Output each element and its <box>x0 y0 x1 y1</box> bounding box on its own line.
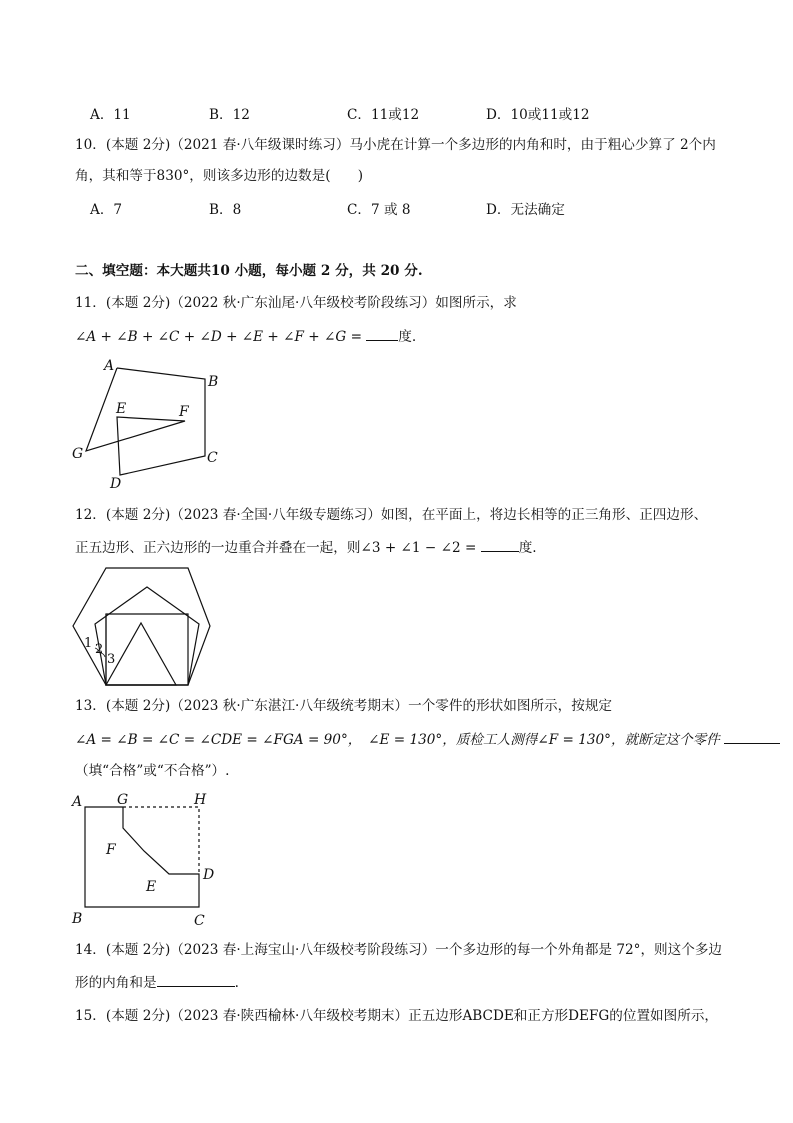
q11-label-a: A <box>104 358 115 374</box>
q10-option-a: A．7 <box>90 202 123 218</box>
q13-label-f: F <box>106 842 116 858</box>
q10-text-line2: 角，其和等于830°，则该多边形的边数是( ) <box>75 168 364 184</box>
q13-label-h: H <box>194 792 207 808</box>
q14-text-line1: 14．(本题 2分)（2023 春·上海宝山·八年级校考阶段练习）一个多边形的每一个外角都是 72°，则这个多边 <box>75 942 723 958</box>
q14-period: . <box>234 975 239 991</box>
q14-answer-blank[interactable] <box>157 972 235 987</box>
q12-expression: 正五边形、正六边形的一边重合并叠在一起，则∠3 + ∠1 − ∠2 = <box>75 540 477 556</box>
q13-label-c: C <box>194 913 205 929</box>
q13-figure <box>70 790 220 930</box>
q13-condition-text: ∠A = ∠B = ∠C = ∠CDE = ∠FGA = 90°， ∠E = 130°，质检工人测得∠F = 130°，就断定这个零件 <box>75 732 720 748</box>
q11-figure <box>70 355 230 490</box>
q9-option-c: C．11或12 <box>347 107 420 123</box>
q9-option-a: A．11 <box>90 107 131 123</box>
q14-text: 形的内角和是 <box>75 975 157 991</box>
q11-label-d: D <box>110 476 122 492</box>
q12-answer-blank[interactable] <box>481 537 519 552</box>
q12-text-line1: 12．(本题 2分)（2023 春·全国·八年级专题练习）如图，在平面上，将边长相等的正三角形、正四边形、 <box>75 507 708 523</box>
q9-options <box>0 103 793 123</box>
q12-label-3: 3 <box>107 652 116 667</box>
q12-pentagon <box>95 587 199 685</box>
q13-label-g: G <box>117 792 129 808</box>
q12-square <box>106 614 188 685</box>
q13-text-line1: 13．(本题 2分)（2023 秋·广东湛江·八年级统考期末）一个零件的形状如图所示，按规定 <box>75 698 613 714</box>
q11-unit: 度. <box>398 329 417 345</box>
q12-text-line2 <box>75 537 537 558</box>
q15-text-line1: 15．(本题 2分)（2023 春·陕西榆林·八年级校考期末）正五边形ABCDE和正方形DEFG的位置如图所示， <box>75 1008 719 1024</box>
q11-label-c: C <box>207 450 218 466</box>
q11-label-g: G <box>72 446 84 462</box>
q13-text-line2 <box>75 729 780 750</box>
q14-text-line2 <box>75 972 239 993</box>
q13-label-e: E <box>146 879 157 895</box>
q10-options <box>0 198 793 218</box>
q13-answer-blank[interactable] <box>724 729 780 744</box>
q13-text-line3: （填“合格”或“不合格”）. <box>75 763 230 779</box>
q10-option-b: B．8 <box>209 202 242 218</box>
q11-polygon <box>86 368 205 475</box>
q12-triangle <box>106 623 176 685</box>
q11-label-b: B <box>208 374 219 390</box>
q12-unit: 度. <box>518 540 537 556</box>
q11-text-line1: 11．(本题 2分)（2022 秋·广东汕尾·八年级校考阶段练习）如图所示，求 <box>75 295 517 311</box>
q12-label-2: 2 <box>95 642 104 657</box>
q11-angle-expression: ∠A + ∠B + ∠C + ∠D + ∠E + ∠F + ∠G = <box>75 329 362 345</box>
q13-label-d: D <box>203 867 215 883</box>
q13-part-outline <box>85 807 199 907</box>
q12-figure <box>68 563 213 688</box>
q10-text-line1: 10．(本题 2分)（2021 春·八年级课时练习）马小虎在计算一个多边形的内角和时，由于粗心少算了 2个内 <box>75 137 716 153</box>
q9-option-b: B．12 <box>209 107 250 123</box>
q10-option-d: D．无法确定 <box>486 202 565 218</box>
q12-hexagon <box>73 568 210 685</box>
q13-label-a: A <box>72 794 83 810</box>
q11-label-f: F <box>179 404 189 420</box>
q9-option-d: D．10或11或12 <box>486 107 590 123</box>
q13-label-b: B <box>72 911 83 927</box>
q11-text-line2 <box>75 326 416 347</box>
q12-label-1: 1 <box>84 636 93 651</box>
q10-option-c: C．7 或 8 <box>347 202 411 218</box>
q11-answer-blank[interactable] <box>366 326 398 341</box>
section-heading-fill-in: 二、填空题：本大题共10 小题，每小题 2 分，共 20 分. <box>75 263 423 279</box>
q11-label-e: E <box>116 401 127 417</box>
